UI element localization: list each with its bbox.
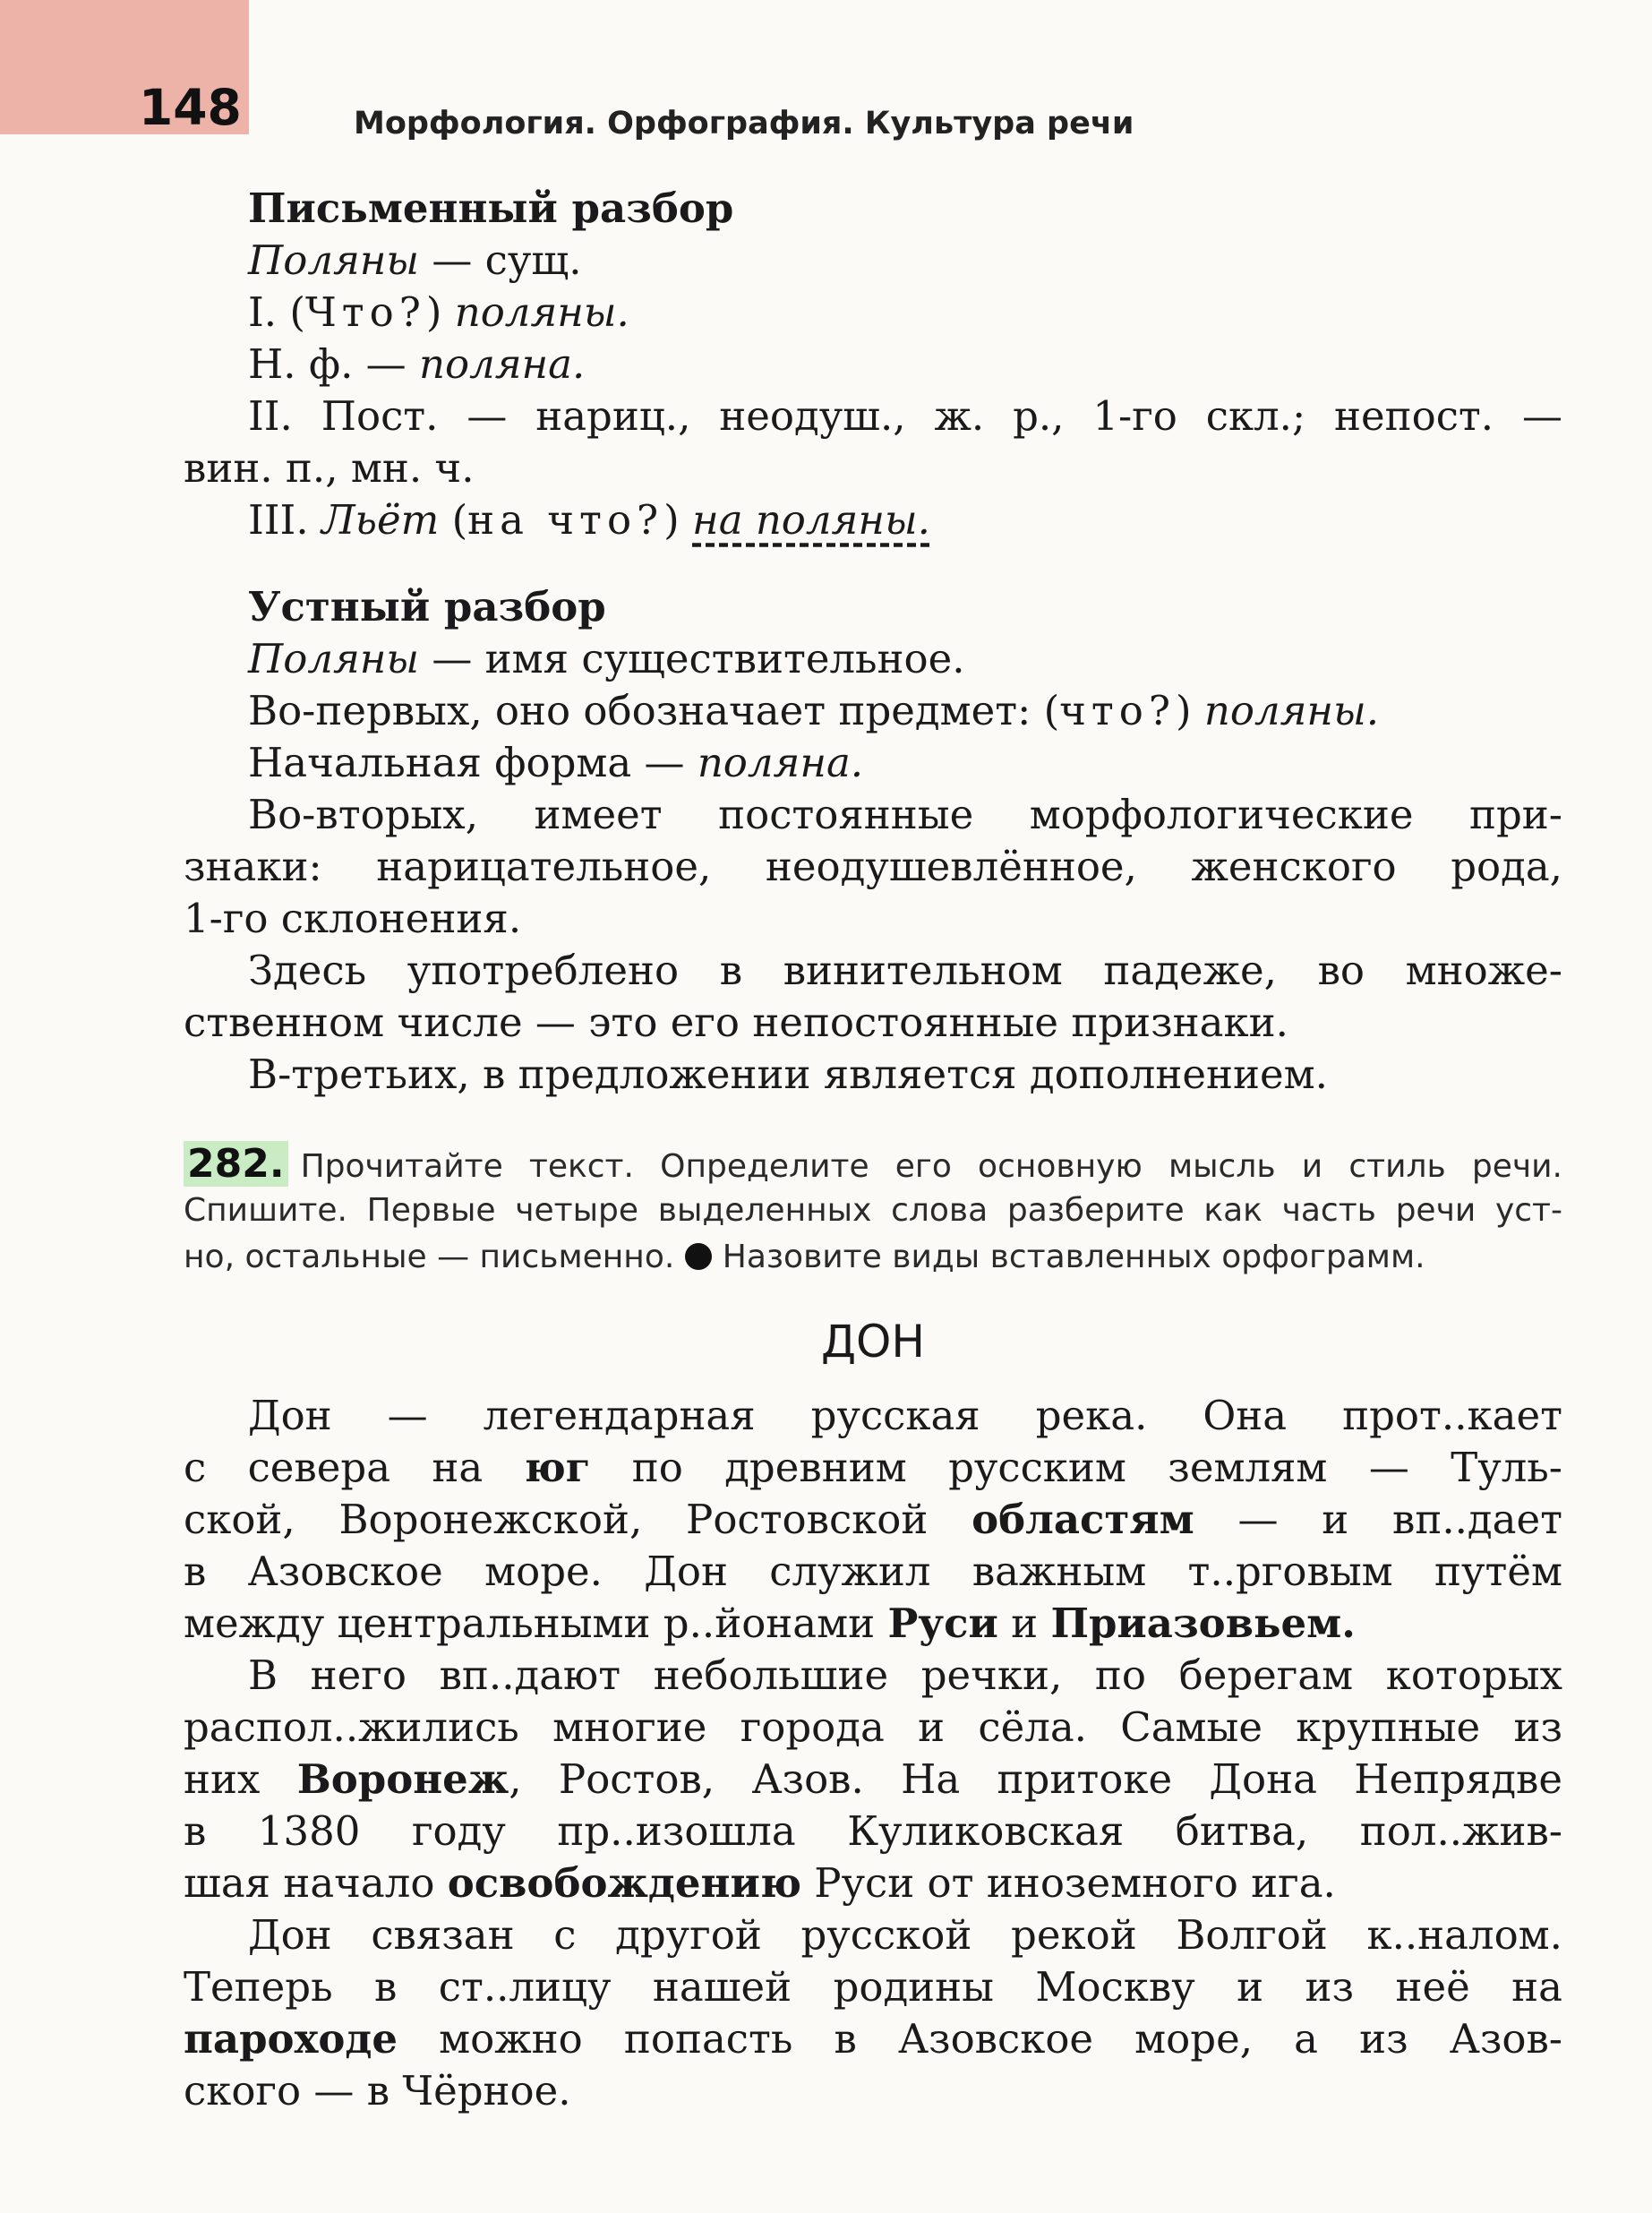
highlighted-word: пароходе (184, 2015, 398, 2063)
text-line: Дон связан с другой русской рекой Волгой к..налом. (248, 1911, 1562, 1959)
text: Н. ф. — (248, 340, 419, 388)
written-line-1 (184, 236, 1562, 286)
text: Во-первых, оно обозначает предмет: ( (248, 687, 1060, 734)
text: них (184, 1755, 297, 1803)
text: ской, Воронежской, Ростовской (184, 1496, 972, 1543)
highlighted-word: областям (972, 1496, 1194, 1543)
word: поляны. (1203, 687, 1380, 734)
running-title: Морфология. Орфография. Культура речи (354, 106, 1134, 142)
highlighted-word: освобождению (447, 1859, 801, 1907)
highlighted-word: юг (524, 1444, 591, 1491)
text: ( (439, 496, 468, 544)
oral-line-5: знаки: нарицательное, неодушевлённое, женского рода, (184, 843, 1562, 890)
word: Поляны (248, 236, 420, 284)
word: поляна. (419, 340, 586, 388)
oral-line-1 (184, 634, 1562, 684)
oral-line-2 (184, 686, 1562, 736)
text: но, остальные — письменно. (184, 1239, 685, 1275)
written-line-6 (184, 495, 1562, 545)
oral-analysis-heading: Устный разбор (248, 583, 606, 630)
text: , Ростов, Азов. На притоке Дона Непрядве (509, 1755, 1563, 1803)
text: Назовите виды вставленных орфограмм. (722, 1239, 1425, 1275)
text: — сущ. (419, 236, 582, 284)
exercise-line-1 (184, 1142, 1562, 1189)
text: между центральными р..йонами (184, 1600, 888, 1647)
written-line-5: вин. п., мн. ч. (184, 444, 475, 492)
written-analysis-heading: Письменный разбор (248, 184, 734, 232)
text: и (997, 1600, 1051, 1647)
text-line: Теперь в ст..лицу нашей родины Москву и из неё на (184, 1963, 1562, 2011)
page-number: 148 (139, 79, 242, 136)
text: можно попасть в Азовское море, а из Азов- (398, 2015, 1562, 2063)
question: Что? (304, 288, 426, 336)
exercise-number: 282. (184, 1141, 288, 1187)
oral-line-7: Здесь употреблено в винительном падеже, во множе- (248, 947, 1562, 994)
text: ) (425, 288, 455, 336)
text-line (184, 2014, 1562, 2064)
oral-line-8: ственном числе — это его непостоянные признаки. (184, 999, 1288, 1046)
exercise-line-2: Спишите. Первые четыре выделенных слова разберите как часть речи уст- (184, 1192, 1562, 1229)
verb: Льёт (321, 496, 440, 544)
text-line (184, 1754, 1562, 1805)
word: Поляны (248, 635, 420, 682)
text-line (184, 1599, 1562, 1649)
text-line: Дон — легендарная русская река. Она прот..кает (248, 1392, 1562, 1439)
text-line: в Азовское море. Дон служил важным т..рговым путём (184, 1548, 1562, 1595)
word: поляны. (454, 288, 629, 336)
written-line-4: II. Пост. — нариц., неодуш., ж. р., 1-го скл.; непост. — (248, 392, 1562, 440)
text: с севера на (184, 1444, 525, 1491)
oral-line-6: 1-го склонения. (184, 895, 522, 942)
highlighted-word: Приазовьем. (1050, 1600, 1356, 1647)
exercise-line-3 (184, 1235, 1562, 1280)
text-line (184, 1443, 1562, 1493)
text: — и вп..дает (1194, 1496, 1562, 1543)
text: I. ( (248, 288, 305, 336)
text: Начальная форма — (248, 739, 698, 786)
text-line: в 1380 году пр..изошла Куликовская битва, пол..жив- (184, 1807, 1562, 1855)
text-line (184, 1858, 1562, 1908)
written-line-3 (184, 339, 1562, 390)
bullet-icon (685, 1243, 712, 1270)
oral-line-3 (184, 738, 1562, 788)
text: ) (1176, 687, 1204, 734)
question: на что? (467, 496, 664, 544)
highlighted-word: Руси (887, 1600, 998, 1647)
text-line: ского — в Чёрное. (184, 2067, 571, 2114)
oral-line-9: В-третьих, в предложении является дополнением. (248, 1051, 1328, 1098)
text: шая начало (184, 1859, 448, 1907)
question: что? (1059, 687, 1177, 734)
text: — имя существительное. (419, 635, 965, 682)
written-line-2 (184, 287, 1562, 338)
highlighted-word: Воронеж (296, 1755, 509, 1803)
text: Руси от иноземного ига. (801, 1859, 1336, 1907)
text: III. (248, 496, 321, 544)
oral-line-4: Во-вторых, имеет постоянные морфологические при- (248, 791, 1562, 838)
text: ) (663, 496, 693, 544)
object-phrase: на поляны. (692, 496, 930, 544)
text-line (184, 1495, 1562, 1545)
text: Прочитайте текст. Определите его основную мысль и стиль речи. (300, 1148, 1562, 1185)
text-line: В него вп..дают небольшие речки, по берегам которых (248, 1651, 1562, 1699)
word: поляна. (697, 739, 864, 786)
text-title: ДОН (820, 1316, 925, 1368)
text: по древним русским землям — Туль- (590, 1444, 1563, 1491)
text-line: распол..жились многие города и сёла. Самые крупные из (184, 1703, 1562, 1751)
